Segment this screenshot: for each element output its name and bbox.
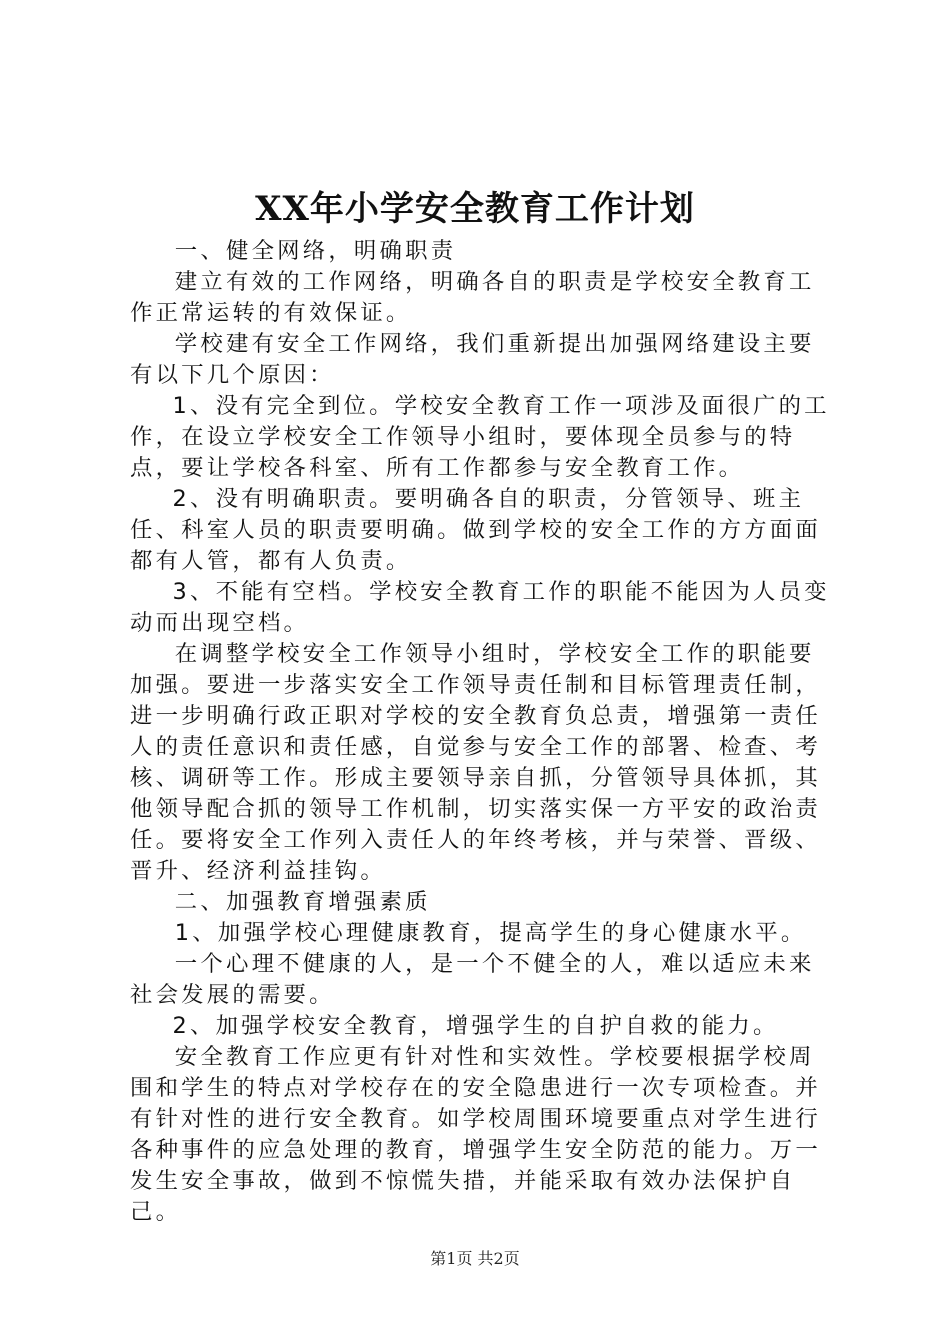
- paragraph: 安全教育工作应更有针对性和实效性。学校要根据学校周围和学生的特点对学校存在的安全隐患进行一次专项检查。并有针对性的进行安全教育。如学校周围环境要重点对学生进行各种事件的应急处理的教育，增强学生安全防范的能力。万一发生安全事故，做到不惊慌失措，并能采取有效办法保护自己。: [130, 1044, 821, 1225]
- section-heading-2: 二、加强教育增强素质: [174, 889, 431, 915]
- document-title: XX年小学安全教育工作计划: [255, 189, 695, 229]
- paragraph: 建立有效的工作网络，明确各自的职责是学校安全教育工作正常运转的有效保证。: [130, 269, 815, 326]
- list-item: 2、加强学校安全教育，增强学生的自护自救的能力。: [172, 1013, 779, 1039]
- list-item: 3、不能有空档。学校安全教育工作的职能不能因为人员变动而出现空档。: [130, 579, 830, 636]
- list-item: 1、没有完全到位。学校安全教育工作一项涉及面很广的工作，在设立学校安全工作领导小组时，要体现全员参与的特点，要让学校各科室、所有工作都参与安全教育工作。: [130, 393, 830, 481]
- paragraph: 在调整学校安全工作领导小组时，学校安全工作的职能要加强。要进一步落实安全工作领导责任制和目标管理责任制，进一步明确行政正职对学校的安全教育负总责，增强第一责任人的责任意识和责任感，自觉参与安全工作的部署、检查、考核、调研等工作。形成主要领导亲自抓，分管领导具体抓，其他领导配合抓的领导工作机制，切实落实保一方平安的政治责任。要将安全工作列入责任人的年终考核，并与荣誉、晋级、晋升、经济利益挂钩。: [130, 641, 821, 884]
- paragraph: 一个心理不健康的人，是一个不健全的人，难以适应未来社会发展的需要。: [130, 951, 815, 1008]
- list-item: 2、没有明确职责。要明确各自的职责，分管领导、班主任、科室人员的职责要明确。做到学校的安全工作的方方面面都有人管，都有人负责。: [130, 486, 821, 574]
- section-heading-1: 一、健全网络，明确职责: [174, 238, 457, 264]
- list-item: 1、加强学校心理健康教育，提高学生的身心健康水平。: [174, 920, 807, 946]
- document-body: [130, 236, 835, 1228]
- paragraph: 学校建有安全工作网络，我们重新提出加强网络建设主要有以下几个原因：: [130, 331, 815, 388]
- page-footer: 第1页 共2页: [430, 1249, 520, 1268]
